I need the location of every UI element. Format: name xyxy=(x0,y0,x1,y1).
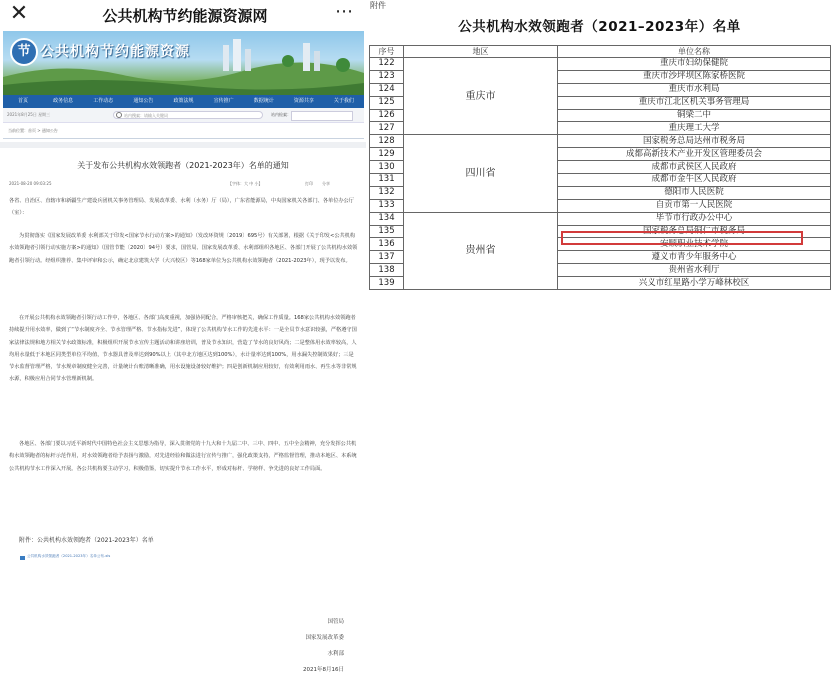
table-row xyxy=(370,58,831,71)
signature-issuer: 水利部 xyxy=(327,651,344,657)
unit-name-cell: 安顺职业技术学院 xyxy=(558,238,831,251)
current-date: 2021年8月25日 星期三 xyxy=(7,112,51,117)
table-header-row xyxy=(370,46,831,58)
divider xyxy=(3,138,364,139)
site-banner xyxy=(3,31,364,95)
signature-date: 2021年8月16日 xyxy=(303,667,344,673)
site-title: 公共机构节约能源资源网 xyxy=(102,7,268,25)
nav-item-promotion[interactable]: 宣传推广 xyxy=(213,98,234,104)
nav-item-work[interactable]: 工作动态 xyxy=(93,98,114,104)
nav-item-home[interactable]: 首页 xyxy=(18,98,29,104)
search-icon[interactable] xyxy=(116,112,122,118)
article-title: 关于发布公共机构水效领跑者（2021-2023年）名单的通知 xyxy=(77,161,289,170)
unit-name-cell: 自贡市第一人民医院 xyxy=(558,199,831,212)
row-index: 125 xyxy=(370,96,404,109)
row-index: 138 xyxy=(370,264,404,277)
signature-issuer: 国管局 xyxy=(327,619,344,625)
unit-name-cell: 遵义市青少年服务中心 xyxy=(558,251,831,264)
row-index: 134 xyxy=(370,212,404,225)
list-document xyxy=(368,0,831,346)
row-index: 127 xyxy=(370,122,404,135)
header-region: 地区 xyxy=(404,46,558,58)
unit-name-cell: 铜梁二中 xyxy=(558,109,831,122)
attachment-link[interactable]: 公共机构水效领跑者（2021-2023年）名单公布.xls xyxy=(27,554,111,558)
row-index: 132 xyxy=(370,186,404,199)
article-paragraph: 在开展公共机构水效领跑者引领行动工作中，各地区、各部门高度重视，加强协同配合，严格审核把关，确保工作质量。168家公共机构水效领跑者持续提升用水效率，做到了“节水制度齐全、节水管理严格、节水指标先进”，体现了公共机构节水工作的先进水平：一是全员节水意识较强，严格遵守国家法律法规和地方相关节水政策标准，积极组织开展节水宣传主题活动和讲座培训，普及节水知识，营造了节水的良好风尚；二是整体用水效率较高，人均用水量低于本地区同类型单位平均值，节水器具普及率达到90%以上（其中北方地区达到100%），水计量率达到100%，用水漏失控制效果好；三是节水监督管理严格，节水规章制度健全完善，计量统计台账清晰准确，用水设施设备较好维护；四是创新机制应用较好，有效利用雨水、再生水等非常规水源，积极应用合同节水管理新机制。 xyxy=(9,315,357,383)
row-index: 133 xyxy=(370,199,404,212)
row-index: 135 xyxy=(370,225,404,238)
unit-name-cell: 毕节市行政办公中心 xyxy=(558,212,831,225)
unit-name-cell: 成都市武侯区人民政府 xyxy=(558,161,831,174)
nav-item-about[interactable]: 关于我们 xyxy=(333,98,354,104)
region-cell: 重庆市 xyxy=(404,58,558,135)
search-bar-row xyxy=(3,108,364,123)
attachment-label: 附件：公共机构水效领跑者（2021-2023年）名单 xyxy=(19,537,154,544)
unit-name-cell: 重庆理工大学 xyxy=(558,122,831,135)
main-nav xyxy=(3,95,364,108)
row-index: 129 xyxy=(370,148,404,161)
unit-name-cell: 兴义市红星路小学万峰林校区 xyxy=(558,277,831,290)
search-label: 站内检索： xyxy=(271,112,291,117)
row-index: 139 xyxy=(370,277,404,290)
table-row xyxy=(370,212,831,225)
print-button[interactable]: 打印 xyxy=(305,181,313,186)
keyword-search-field[interactable] xyxy=(291,111,353,121)
unit-name-cell: 国家税务总局达州市税务局 xyxy=(558,135,831,148)
unit-name-cell: 成都高新技术产业开发区管理委员会 xyxy=(558,148,831,161)
unit-name-cell: 重庆市水利局 xyxy=(558,83,831,96)
row-index: 137 xyxy=(370,251,404,264)
region-cell: 四川省 xyxy=(404,135,558,212)
signature-issuer: 国家发展改革委 xyxy=(305,635,344,641)
article-paragraph: 各省、自治区、直辖市和新疆生产建设兵团机关事务管理局、发展改革委、水利（水务）厅（局），广东省能源局，中央国家机关各部门、各单位办公厅（室）： xyxy=(9,198,354,217)
unit-name-cell: 德阳市人民医院 xyxy=(558,186,831,199)
close-icon[interactable]: ✕ xyxy=(9,1,29,26)
header-index: 序号 xyxy=(370,46,404,58)
region-cell: 贵州省 xyxy=(404,212,558,289)
article-paragraph: 各地区、各部门要以习近平新时代中国特色社会主义思想为指导，深入贯彻党的十九大和十九届二中、三中、四中、五中全会精神，充分发挥公共机构水效领跑者的标杆示范作用，对水效领跑者给予表扬与激励，对先进经验和做法进行宣传与推广，强化政策支持，严格监督管理，推动本地区、本系统公共机构节水工作深入开展。各公共机构要主动学习，积极借鉴，切实提升节水工作水平，形成对标杆、学榜样、争先进的良好工作局面。 xyxy=(9,441,357,472)
row-index: 122 xyxy=(370,58,404,71)
share-button[interactable]: 分享 xyxy=(322,181,330,186)
spreadsheet-file-icon xyxy=(20,556,25,560)
row-index: 131 xyxy=(370,174,404,187)
site-logo: 节 xyxy=(10,38,38,66)
unit-name-cell: 重庆市沙坪坝区陈家桥医院 xyxy=(558,70,831,83)
unit-name-cell: 国家税务总局铜仁市税务局 xyxy=(558,225,831,238)
font-size-switcher[interactable]: 【字体：大 中 小】 xyxy=(228,181,263,186)
unit-name-cell: 成都市金牛区人民政府 xyxy=(558,174,831,187)
search-input[interactable]: 站内搜索：请输入关键词 xyxy=(113,111,263,119)
nav-item-statistics[interactable]: 数据统计 xyxy=(253,98,274,104)
row-index: 136 xyxy=(370,238,404,251)
divider-band xyxy=(0,142,366,148)
nav-item-policy[interactable]: 政策法规 xyxy=(173,98,194,104)
attachment-tag: 附件 xyxy=(370,1,386,10)
article-date: 2021-08-20 09:03:25 xyxy=(9,181,52,186)
row-index: 123 xyxy=(370,70,404,83)
row-index: 126 xyxy=(370,109,404,122)
browser-top-bar xyxy=(0,0,366,30)
table-row xyxy=(370,135,831,148)
row-index: 124 xyxy=(370,83,404,96)
unit-name-cell: 重庆市妇幼保健院 xyxy=(558,58,831,71)
winners-table xyxy=(369,45,831,290)
document-title: 公共机构水效领跑者（2021–2023年）名单 xyxy=(458,19,741,35)
nav-item-affairs[interactable]: 政务信息 xyxy=(53,98,74,104)
unit-name-cell: 贵州省水利厅 xyxy=(558,264,831,277)
more-menu-icon[interactable]: ⋯ xyxy=(335,1,353,22)
breadcrumb: 当前位置：首页 > 通知公告 xyxy=(8,128,58,133)
article-paragraph: 为贯彻落实《国家发展改革委 水利部关于印发<国家节水行动方案>的通知》（发改环资规〔2019〕695号）有关部署，根据《关于印发<公共机构水效领跑者引领行动实施方案>的通知》（国管节能〔2020〕94号）要求，国管局、国家发展改革委、水利部组织各地区、各部门开展了公共机构水效领跑者引领行动。经组织推荐、集中评审和公示，确定北京建筑大学（大兴校区）等168家单位为公共机构水效领跑者（2021-2023年），现予以发布。 xyxy=(9,233,358,264)
header-unit: 单位名称 xyxy=(558,46,831,58)
row-index: 128 xyxy=(370,135,404,148)
banner-site-name: 公共机构节约能源资源 xyxy=(40,44,190,60)
nav-item-notices[interactable]: 通知公告 xyxy=(133,98,154,104)
nav-item-resources[interactable]: 资源共享 xyxy=(293,98,314,104)
news-page xyxy=(0,0,366,685)
unit-name-cell: 重庆市江北区机关事务管理局 xyxy=(558,96,831,109)
row-index: 130 xyxy=(370,161,404,174)
